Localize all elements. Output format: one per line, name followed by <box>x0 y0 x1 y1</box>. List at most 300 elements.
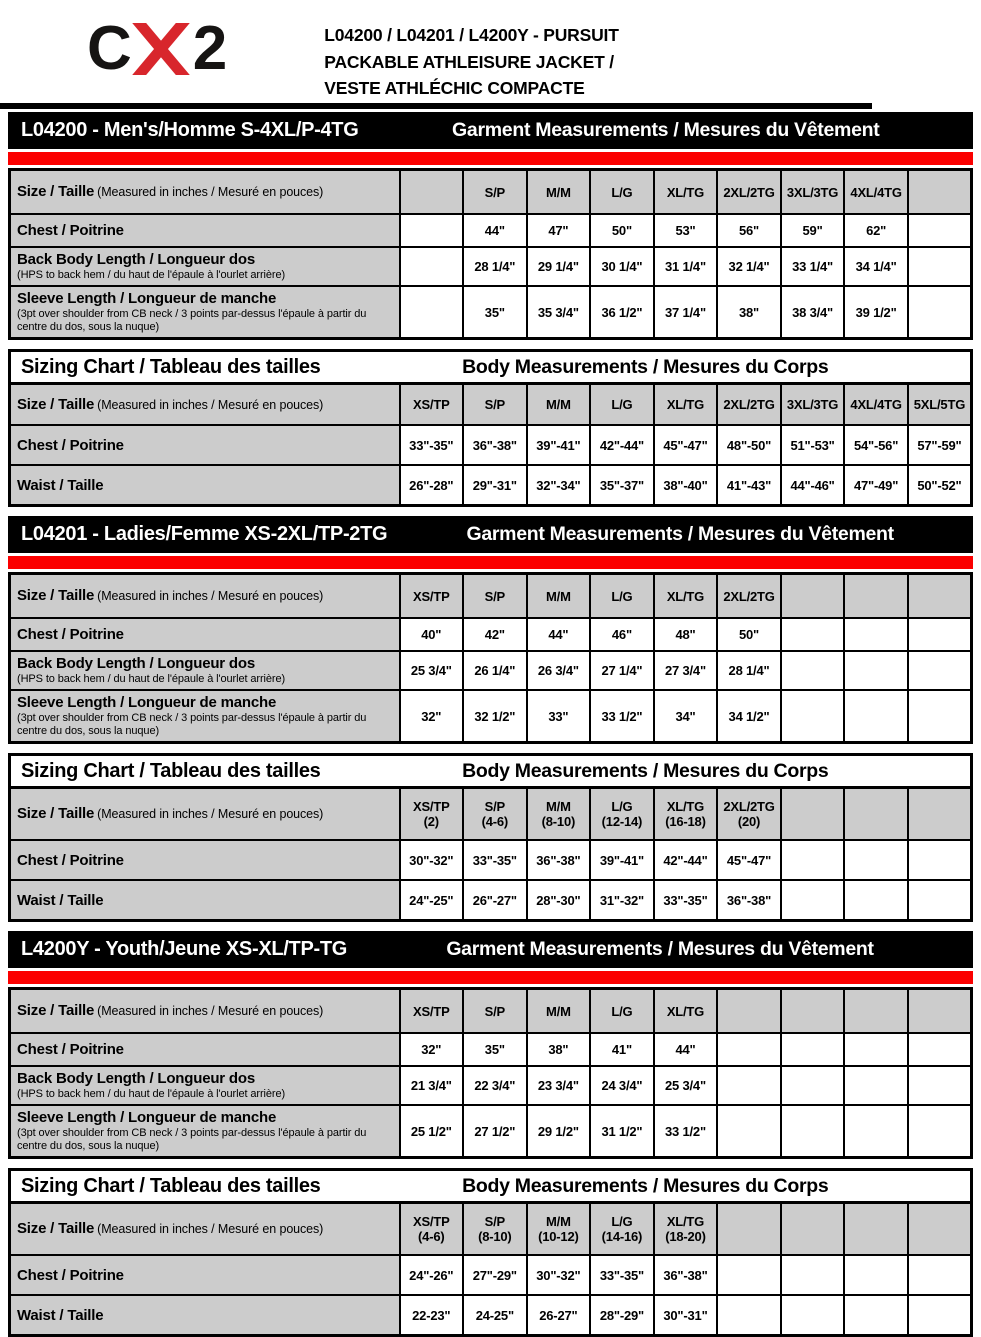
size-column-header <box>717 989 781 1034</box>
measurement-value-cell: 30"-31" <box>654 1295 718 1336</box>
measurement-value-cell <box>781 1105 845 1158</box>
size-header-row <box>10 170 972 215</box>
size-code: L/G <box>611 1003 633 1019</box>
measurement-value-cell: 33 1/2" <box>590 690 654 743</box>
table-body <box>10 384 972 506</box>
row-label-cell <box>10 690 400 743</box>
size-column-header <box>463 384 527 426</box>
size-label-note: (Measured in inches / Mesuré en pouces) <box>97 1222 324 1236</box>
size-label-cell <box>10 170 400 215</box>
product-title-line3: VESTE ATHLÉCHIC COMPACTE <box>324 78 585 98</box>
measurement-value-cell: 26 3/4" <box>527 651 591 690</box>
measurement-value-cell <box>844 1066 908 1105</box>
size-column-header <box>908 989 972 1034</box>
measurement-value-cell: 30"-32" <box>527 1255 591 1295</box>
size-code: XL/TG <box>666 588 705 604</box>
size-label: Size / Taille <box>17 805 95 822</box>
table-mens-garment <box>8 168 973 340</box>
measurement-value-cell <box>908 618 972 651</box>
measurement-value-cell: 53" <box>654 214 718 247</box>
measurement-row <box>10 651 972 690</box>
header-divider-rule <box>0 103 872 109</box>
measurement-value-cell: 26"-28" <box>400 465 464 506</box>
size-column-header <box>400 170 464 215</box>
measurement-value-cell: 28 1/4" <box>463 247 527 286</box>
measurement-row <box>10 286 972 339</box>
measurement-row <box>10 247 972 286</box>
size-label-note: (Measured in inches / Mesuré en pouces) <box>97 1004 324 1018</box>
measurement-value-cell: 31 1/2" <box>590 1105 654 1158</box>
measurement-value-cell <box>781 1033 845 1066</box>
row-label: Waist / Taille <box>17 1306 104 1324</box>
measurement-value-cell: 25 3/4" <box>400 651 464 690</box>
tables-container <box>0 112 981 1337</box>
row-label-note: (HPS to back hem / du haut de l'épaule à l'ourlet arrière) <box>17 673 286 685</box>
size-code: S/P <box>484 397 505 412</box>
size-code: S/P <box>484 1003 505 1019</box>
measurement-value-cell <box>717 1105 781 1158</box>
size-header-row <box>10 574 972 619</box>
size-column-header <box>400 788 464 841</box>
size-code: M/M <box>546 184 571 200</box>
measurement-value-cell: 38" <box>717 286 781 339</box>
youth-body-title-bar <box>8 1168 973 1204</box>
size-column-header <box>590 989 654 1034</box>
size-column-header <box>654 989 718 1034</box>
section-title-left: L04201 - Ladies/Femme XS-2XL/TP-2TG <box>21 523 388 545</box>
section-title-left: Sizing Chart / Tableau des tailles <box>21 355 321 378</box>
row-label-cell <box>10 1295 400 1336</box>
size-header-row <box>10 384 972 426</box>
measurement-value-cell: 35" <box>463 286 527 339</box>
measurement-value-cell: 50" <box>717 618 781 651</box>
size-code: XL/TG <box>666 1003 705 1019</box>
measurement-value-cell: 33"-35" <box>590 1255 654 1295</box>
size-column-header <box>781 788 845 841</box>
size-column-header <box>400 989 464 1034</box>
size-code: S/P <box>484 588 505 604</box>
size-label: Size / Taille <box>17 1002 95 1019</box>
size-column-header <box>463 989 527 1034</box>
table-body <box>10 170 972 339</box>
measurement-value-cell: 28"-30" <box>527 880 591 921</box>
measurement-row <box>10 1105 972 1158</box>
size-column-header <box>590 788 654 841</box>
size-label-cell <box>10 384 400 426</box>
row-label-cell <box>10 1105 400 1158</box>
measurement-value-cell <box>844 840 908 880</box>
size-code: 4XL/4TG <box>850 184 902 200</box>
measurement-row <box>10 880 972 921</box>
measurement-value-cell: 41"-43" <box>717 465 781 506</box>
measurement-value-cell <box>844 1105 908 1158</box>
measurement-row <box>10 690 972 743</box>
size-column-header <box>400 384 464 426</box>
row-label-note: (HPS to back hem / du haut de l'épaule à l'ourlet arrière) <box>17 269 286 281</box>
section-title-left: Sizing Chart / Tableau des tailles <box>21 759 321 782</box>
measurement-value-cell <box>908 286 972 339</box>
size-label: Size / Taille <box>17 587 95 604</box>
size-code: L/G <box>611 397 633 412</box>
size-range-sub: (8-10) <box>478 1229 512 1244</box>
measurement-row <box>10 425 972 465</box>
measurement-value-cell: 50"-52" <box>908 465 972 506</box>
measurement-value-cell: 48"-50" <box>717 425 781 465</box>
measurement-value-cell <box>781 1066 845 1105</box>
size-column-header <box>844 170 908 215</box>
size-column-header <box>781 989 845 1034</box>
youth-garment-title-bar <box>8 931 973 968</box>
measurement-value-cell: 36"-38" <box>527 840 591 880</box>
size-column-header <box>781 384 845 426</box>
size-column-header <box>527 384 591 426</box>
size-code: XS/TP <box>412 397 450 412</box>
section-title-left: L4200Y - Youth/Jeune XS-XL/TP-TG <box>21 938 348 960</box>
measurement-value-cell <box>908 1105 972 1158</box>
red-accent-bar <box>8 556 973 569</box>
section-title-right: Body Measurements / Mesures du Corps <box>462 355 829 378</box>
measurement-value-cell <box>844 1255 908 1295</box>
row-label: Sleeve Length / Longueur de manche <box>17 694 277 711</box>
measurement-value-cell: 22-23" <box>400 1295 464 1336</box>
measurement-value-cell: 34 1/4" <box>844 247 908 286</box>
size-code: 3XL/3TG <box>786 397 839 412</box>
measurement-value-cell: 33 1/4" <box>781 247 845 286</box>
row-label-cell <box>10 286 400 339</box>
measurement-value-cell: 27 3/4" <box>654 651 718 690</box>
measurement-value-cell: 39"-41" <box>527 425 591 465</box>
measurement-value-cell: 24-25" <box>463 1295 527 1336</box>
measurement-row <box>10 840 972 880</box>
measurement-value-cell: 29 1/2" <box>527 1105 591 1158</box>
measurement-value-cell: 32" <box>400 690 464 743</box>
measurement-value-cell <box>844 651 908 690</box>
measurement-value-cell: 35"-37" <box>590 465 654 506</box>
size-column-header <box>844 1203 908 1256</box>
size-label-cell <box>10 574 400 619</box>
row-label: Chest / Poitrine <box>17 626 124 643</box>
row-label: Chest / Poitrine <box>17 1041 124 1058</box>
size-code: 2XL/2TG <box>723 184 775 200</box>
measurement-value-cell <box>844 880 908 921</box>
row-label: Back Body Length / Longueur dos <box>17 655 255 672</box>
size-column-header <box>654 384 718 426</box>
measurement-value-cell: 35" <box>463 1033 527 1066</box>
measurement-value-cell: 41" <box>590 1033 654 1066</box>
measurement-value-cell: 47"-49" <box>844 465 908 506</box>
size-column-header <box>717 170 781 215</box>
measurement-value-cell: 23 3/4" <box>527 1066 591 1105</box>
product-title-line1: L04200 / L04201 / L4200Y - PURSUIT <box>324 25 619 45</box>
measurement-value-cell: 44" <box>654 1033 718 1066</box>
red-accent-bar <box>8 152 973 165</box>
size-column-header <box>717 1203 781 1256</box>
product-titles <box>324 20 618 102</box>
measurement-value-cell: 36 1/2" <box>590 286 654 339</box>
measurement-value-cell: 24"-26" <box>400 1255 464 1295</box>
size-code: XS/TP <box>412 588 450 604</box>
measurement-value-cell <box>844 1295 908 1336</box>
size-column-header <box>908 384 972 426</box>
size-label-note: (Measured in inches / Mesuré en pouces) <box>97 185 324 199</box>
size-column-header <box>590 1203 654 1256</box>
measurement-value-cell: 25 3/4" <box>654 1066 718 1105</box>
size-range-sub: (4-6) <box>418 1229 445 1244</box>
logo-x-icon <box>130 23 192 75</box>
measurement-value-cell: 21 3/4" <box>400 1066 464 1105</box>
measurement-value-cell <box>781 840 845 880</box>
size-label: Size / Taille <box>17 395 95 413</box>
measurement-value-cell <box>908 1066 972 1105</box>
row-label-cell <box>10 465 400 506</box>
size-label-note: (Measured in inches / Mesuré en pouces) <box>97 807 324 821</box>
size-label-cell <box>10 989 400 1034</box>
size-code: M/M <box>546 588 571 604</box>
size-range-sub: (4-6) <box>481 814 509 829</box>
size-code: L/G <box>611 1214 633 1229</box>
measurement-value-cell <box>908 690 972 743</box>
measurement-value-cell: 45"-47" <box>654 425 718 465</box>
row-label-cell <box>10 247 400 286</box>
section-title-right: Body Measurements / Mesures du Corps <box>462 759 829 782</box>
size-column-header <box>400 1203 464 1256</box>
measurement-value-cell <box>908 1255 972 1295</box>
size-label: Size / Taille <box>17 1220 95 1237</box>
size-code: 3XL/3TG <box>786 184 839 200</box>
measurement-row <box>10 618 972 651</box>
measurement-value-cell: 25 1/2" <box>400 1105 464 1158</box>
size-code: 5XL/5TG <box>913 397 966 412</box>
measurement-row <box>10 1066 972 1105</box>
size-column-header <box>781 574 845 619</box>
row-label-cell <box>10 618 400 651</box>
section-mens-body <box>8 349 973 507</box>
size-range-sub: (16-18) <box>665 814 706 829</box>
measurement-value-cell: 51"-53" <box>781 425 845 465</box>
measurement-row <box>10 1033 972 1066</box>
measurement-value-cell: 42"-44" <box>654 840 718 880</box>
measurement-value-cell: 34" <box>654 690 718 743</box>
section-title-right: Garment Measurements / Mesures du Vêtement <box>446 938 874 960</box>
size-column-header <box>527 574 591 619</box>
measurement-value-cell <box>908 214 972 247</box>
measurement-value-cell: 26"-27" <box>463 880 527 921</box>
measurement-value-cell <box>400 247 464 286</box>
size-column-header <box>463 788 527 841</box>
mens-garment-title-bar <box>8 112 973 149</box>
size-code: L/G <box>611 799 633 814</box>
table-body <box>10 1203 972 1336</box>
measurement-row <box>10 465 972 506</box>
measurement-value-cell: 33" <box>527 690 591 743</box>
measurement-value-cell <box>781 651 845 690</box>
measurement-value-cell: 22 3/4" <box>463 1066 527 1105</box>
logo-letter-c: C <box>87 14 129 83</box>
measurement-value-cell: 28"-29" <box>590 1295 654 1336</box>
size-range-sub: (20) <box>737 814 761 829</box>
size-code: XL/TG <box>666 397 705 412</box>
measurement-value-cell <box>717 1066 781 1105</box>
measurement-value-cell: 39"-41" <box>590 840 654 880</box>
size-column-header <box>590 574 654 619</box>
size-column-header <box>463 574 527 619</box>
measurement-value-cell: 26-27" <box>527 1295 591 1336</box>
measurement-value-cell: 34 1/2" <box>717 690 781 743</box>
size-range-sub: (18-20) <box>665 1229 706 1244</box>
measurement-value-cell <box>717 1295 781 1336</box>
section-title-left: Sizing Chart / Tableau des tailles <box>21 1174 321 1197</box>
size-code: 2XL/2TG <box>723 588 775 604</box>
size-code: 2XL/2TG <box>723 397 775 412</box>
measurement-value-cell: 38 3/4" <box>781 286 845 339</box>
measurement-value-cell: 40" <box>400 618 464 651</box>
size-column-header <box>463 170 527 215</box>
size-range-sub: (10-12) <box>538 1229 579 1244</box>
measurement-value-cell <box>781 618 845 651</box>
measurement-value-cell: 42"-44" <box>590 425 654 465</box>
size-column-header <box>590 384 654 426</box>
measurement-value-cell <box>781 1255 845 1295</box>
size-column-header <box>527 989 591 1034</box>
size-code: 2XL/2TG <box>723 799 775 814</box>
section-title-left: L04200 - Men's/Homme S-4XL/P-4TG <box>21 119 359 141</box>
measurement-value-cell: 37 1/4" <box>654 286 718 339</box>
section-title-right: Garment Measurements / Mesures du Vêtement <box>452 119 880 141</box>
size-code: XL/TG <box>666 184 705 200</box>
measurement-value-cell <box>781 1295 845 1336</box>
size-column-header <box>527 788 591 841</box>
document-header <box>0 0 981 102</box>
size-code: L/G <box>611 184 633 200</box>
size-column-header <box>908 170 972 215</box>
measurement-value-cell <box>717 1255 781 1295</box>
measurement-value-cell: 45"-47" <box>717 840 781 880</box>
row-label: Sleeve Length / Longueur de manche <box>17 290 277 307</box>
measurement-value-cell: 28 1/4" <box>717 651 781 690</box>
size-range-sub: (12-14) <box>601 814 643 829</box>
size-header-row <box>10 989 972 1034</box>
measurement-value-cell: 50" <box>590 214 654 247</box>
size-code: XS/TP <box>412 1214 450 1229</box>
measurement-value-cell <box>908 1295 972 1336</box>
measurement-value-cell: 38"-40" <box>654 465 718 506</box>
section-title-right: Body Measurements / Mesures du Corps <box>462 1174 829 1197</box>
size-column-header <box>590 170 654 215</box>
size-column-header <box>781 170 845 215</box>
ladies-garment-title-bar <box>8 516 973 553</box>
size-column-header <box>717 788 781 841</box>
measurement-row <box>10 1295 972 1336</box>
row-label-cell <box>10 1255 400 1295</box>
measurement-value-cell: 36"-38" <box>463 425 527 465</box>
size-code: 4XL/4TG <box>850 397 902 412</box>
size-code: L/G <box>611 588 633 604</box>
size-header-row <box>10 788 972 841</box>
row-label: Back Body Length / Longueur dos <box>17 1070 255 1087</box>
size-code: XL/TG <box>666 1214 705 1229</box>
size-code: M/M <box>546 397 571 412</box>
measurement-value-cell: 29 1/4" <box>527 247 591 286</box>
measurement-value-cell: 30"-32" <box>400 840 464 880</box>
measurement-value-cell <box>400 286 464 339</box>
measurement-value-cell: 27"-29" <box>463 1255 527 1295</box>
measurement-value-cell: 46" <box>590 618 654 651</box>
size-range-sub: (2) <box>423 814 439 829</box>
measurement-value-cell: 31 1/4" <box>654 247 718 286</box>
row-label-cell <box>10 425 400 465</box>
size-label-note: (Measured in inches / Mesuré en pouces) <box>97 397 324 412</box>
measurement-value-cell: 33"-35" <box>463 840 527 880</box>
logo-letter-2: 2 <box>192 14 225 83</box>
measurement-value-cell <box>908 880 972 921</box>
row-label: Back Body Length / Longueur dos <box>17 251 255 268</box>
measurement-value-cell: 30 1/4" <box>590 247 654 286</box>
table-ladies-garment <box>8 572 973 744</box>
measurement-row <box>10 214 972 247</box>
row-label-note: (3pt over shoulder from CB neck / 3 points par-dessus l'épaule à partir du centre du dos, sous la nuque) <box>17 712 367 737</box>
size-code: M/M <box>546 1003 571 1019</box>
measurement-value-cell: 44" <box>463 214 527 247</box>
row-label: Waist / Taille <box>17 476 104 494</box>
size-label-cell <box>10 1203 400 1256</box>
row-label-cell <box>10 840 400 880</box>
section-mens-garment <box>8 112 973 340</box>
measurement-value-cell: 56" <box>717 214 781 247</box>
measurement-value-cell <box>781 690 845 743</box>
size-column-header <box>781 1203 845 1256</box>
size-column-header <box>717 574 781 619</box>
measurement-value-cell <box>908 840 972 880</box>
size-code: XS/TP <box>412 799 450 814</box>
measurement-value-cell: 47" <box>527 214 591 247</box>
size-label-cell <box>10 788 400 841</box>
measurement-value-cell: 39 1/2" <box>844 286 908 339</box>
measurement-value-cell: 29"-31" <box>463 465 527 506</box>
measurement-value-cell: 24 3/4" <box>590 1066 654 1105</box>
measurement-value-cell: 31"-32" <box>590 880 654 921</box>
measurement-value-cell: 48" <box>654 618 718 651</box>
size-column-header <box>400 574 464 619</box>
measurement-value-cell <box>717 1033 781 1066</box>
size-column-header <box>844 989 908 1034</box>
measurement-value-cell: 27 1/2" <box>463 1105 527 1158</box>
measurement-value-cell: 36"-38" <box>654 1255 718 1295</box>
size-column-header <box>527 1203 591 1256</box>
measurement-value-cell: 32 1/2" <box>463 690 527 743</box>
size-column-header <box>654 170 718 215</box>
size-code: S/P <box>484 184 505 200</box>
measurement-value-cell: 44"-46" <box>781 465 845 506</box>
measurement-value-cell: 32 1/4" <box>717 247 781 286</box>
cx2-logo <box>87 14 225 83</box>
measurement-value-cell <box>908 1033 972 1066</box>
size-column-header <box>717 384 781 426</box>
row-label: Chest / Poitrine <box>17 851 124 869</box>
mens-body-title-bar <box>8 349 973 385</box>
row-label-cell <box>10 880 400 921</box>
row-label-note: (3pt over shoulder from CB neck / 3 points par-dessus l'épaule à partir du centre du dos, sous la nuque) <box>17 1127 367 1152</box>
red-accent-bar <box>8 971 973 984</box>
row-label-cell <box>10 651 400 690</box>
table-youth-garment <box>8 987 973 1159</box>
section-ladies-garment <box>8 516 973 744</box>
size-range-sub: (14-16) <box>601 1229 643 1244</box>
measurement-value-cell: 59" <box>781 214 845 247</box>
measurement-value-cell: 38" <box>527 1033 591 1066</box>
size-column-header <box>654 574 718 619</box>
table-body <box>10 989 972 1158</box>
product-title-line2: PACKABLE ATHLEISURE JACKET / <box>324 51 614 72</box>
